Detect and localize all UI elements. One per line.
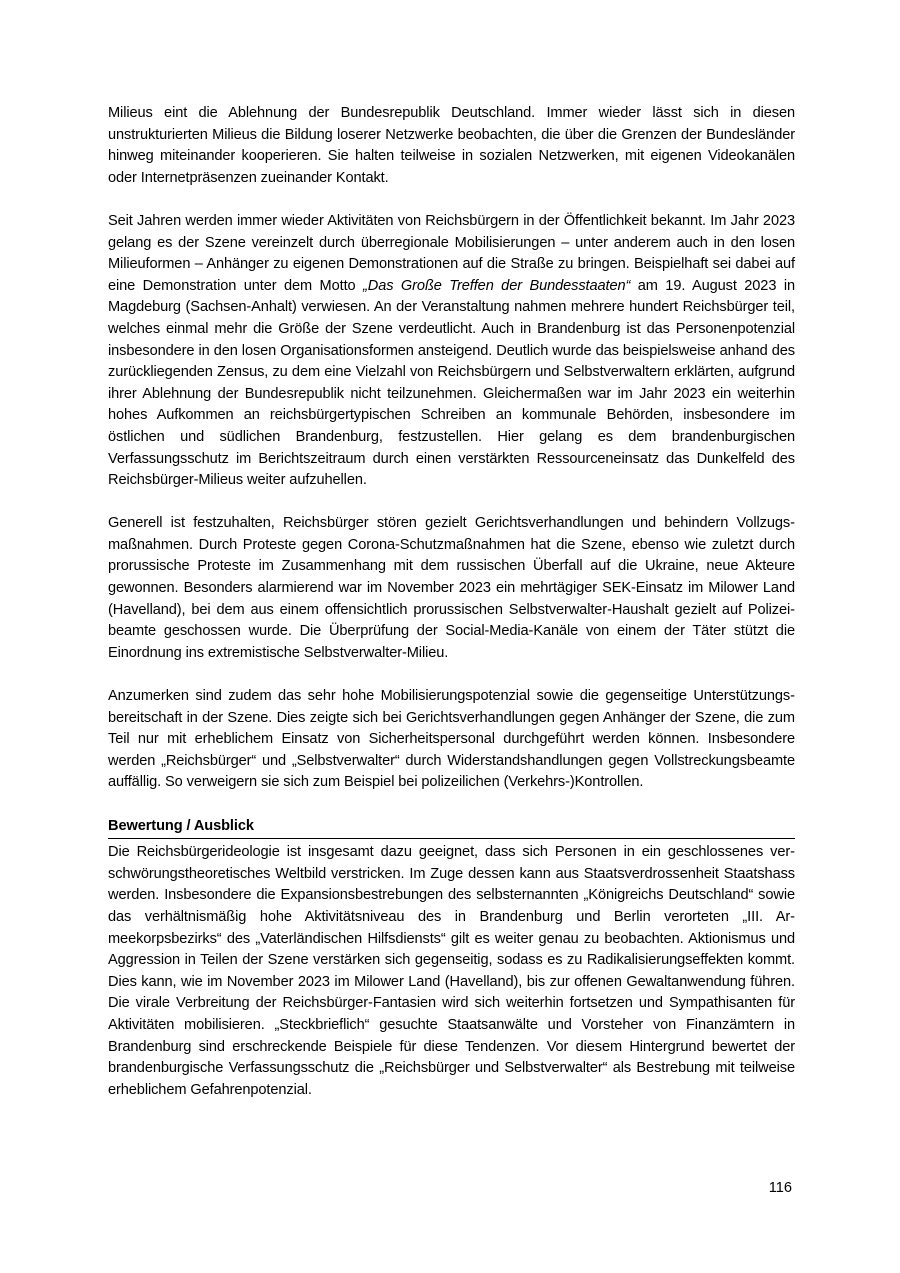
paragraph-2 — [108, 211, 795, 492]
paragraph-4-text: Anzumerken sind zudem das sehr hohe Mobilisierungspotenzial sowie die gegenseitige Unterstützungsbereitschaft in der Szene. Dies zeigte sich bei Gerichtsverhandlungen gegen Anhänger der Szene, die zum Teil nur mit erheblichem Einsatz von Sicherheitspersonal durchgeführt werden können. Insbesondere werden „Reichsbürger“ und „Selbstverwalter“ durch Widerstandshandlungen gegen Vollstreckungsbeamte auffällig. So verweigern sie sich zum Beispiel bei polizeilichen (Verkehrs-)Kontrollen. — [108, 688, 795, 791]
paragraph-3-text: Generell ist festzuhalten, Reichsbürger stören gezielt Gerichtsverhandlungen und behindern Vollzugsmaßnahmen. Durch Proteste gegen Corona-Schutzmaßnahmen hat die Szene, ebenso wie zuletzt durch prorussische Proteste im Zusammenhang mit dem russischen Überfall auf die Ukraine, neue Akteure gewonnen. Besonders alarmierend war im November 2023 ein mehrtägiger SEK-Einsatz im Milower Land (Havelland), bei dem aus einem offensichtlich prorussischen Selbstverwalter-Haushalt gezielt auf Polizeibeamte geschossen wurde. Die Überprüfung der Social-Media-Kanäle von einem der Täter stützt die Einordnung ins extremistische Selbstverwalter-Milieu. — [108, 515, 795, 661]
paragraph-3 — [108, 513, 795, 664]
paragraph-2-text-b: am 19. August 2023 in Magdeburg (Sachsen-Anhalt) verwiesen. An der Veranstaltung nahmen mehrere hundert Reichsbürger teil, welches einmal mehr die Größe der Szene verdeutlicht. Auch in Brandenburg ist das Personenpotenzial insbesondere in den losen Organisationsformen ansteigend. Deutlich wurde das beispielsweise anhand des zurückliegenden Zensus, zu dem eine Vielzahl von Reichsbürgern und Selbstverwaltern erklärten, aufgrund ihrer Ablehnung der Bundesrepublik nicht teilzunehmen. Gleichermaßen war im Jahr 2023 ein weiterhin hohes Aufkommen an reichsbürgertypischen Schreiben an kommunale Behörden, insbesondere im östlichen und südlichen Brandenburg, festzustellen. Hier gelang es dem brandenburgischen Verfassungsschutz im Berichtszeitraum durch einen verstärkten Ressourceneinsatz das Dunkelfeld des Reichsbürger-Milieus weiter aufzuhellen. — [108, 277, 795, 489]
section-paragraph-1-text: Die Reichsbürgerideologie ist insgesamt dazu geeignet, dass sich Personen in ein geschlossenes verschwörungstheoretisches Weltbild verstricken. Im Zuge dessen kann aus Staatsverdrossenheit Staatshass werden. Insbesondere die Expansionsbestrebungen des selbsternannten „Königreichs Deutschland“ sowie das verhältnismäßig hohe Aktivitätsniveau des in Brandenburg und Berlin verorteten „III. Armeekorpsbezirks“ des „Vaterländischen Hilfsdiensts“ gilt es weiter genau zu beobachten. Aktionismus und Aggression in Teilen der Szene verstärken sich gegenseitig, sodass es zu Radikalisierungseffekten kommt. Dies kann, wie im November 2023 im Milower Land (Havelland), bis zur offenen Gewaltanwendung führen. Die virale Verbreitung der Reichsbürger-Fantasien wird sich weiterhin fortsetzen und Sympathisanten für Aktivitäten mobilisieren. „Steckbrieflich“ gesuchte Staatsanwälte und Vorsteher von Finanzämtern in Brandenburg sind erschreckende Beispiele für diese Tendenzen. Vor diesem Hintergrund bewertet der brandenburgische Verfassungsschutz die „Reichsbürger und Selbstverwalter“ als Bestrebung mit teilweise erheblichem Gefahrenpotenzial. — [108, 844, 795, 1098]
section-paragraph-1 — [108, 842, 795, 1101]
page-number: 116 — [768, 1180, 792, 1196]
section-heading: Bewertung / Ausblick — [108, 816, 795, 840]
page-content — [108, 103, 795, 1101]
demonstration-motto: „Das Große Treffen der Bundesstaaten“ — [363, 277, 631, 294]
paragraph-2-text-a: Seit Jahren werden immer wieder Aktivitäten von Reichsbürgern in der Öffentlichkeit bekannt. Im Jahr 2023 gelang es der Szene vereinzelt durch überregionale Mobilisierungen – unter anderem auch in den losen Milieuformen – Anhänger zu eigenen Demonstrationen auf die Straße zu bringen. Beispielhaft sei dabei auf eine Demonstration unter dem Motto — [108, 212, 795, 294]
paragraph-1 — [108, 103, 795, 189]
paragraph-1-text: Milieus eint die Ablehnung der Bundesrepublik Deutschland. Immer wieder lässt sich in diesen unstrukturierten Milieus die Bildung loserer Netzwerke beobachten, die über die Grenzen der Bundesländer hinweg miteinander kooperieren. Sie halten teilweise in sozialen Netzwerken, mit eigenen Videokanälen oder Internetpräsenzen zueinander Kontakt. — [108, 105, 795, 186]
paragraph-4 — [108, 686, 795, 794]
